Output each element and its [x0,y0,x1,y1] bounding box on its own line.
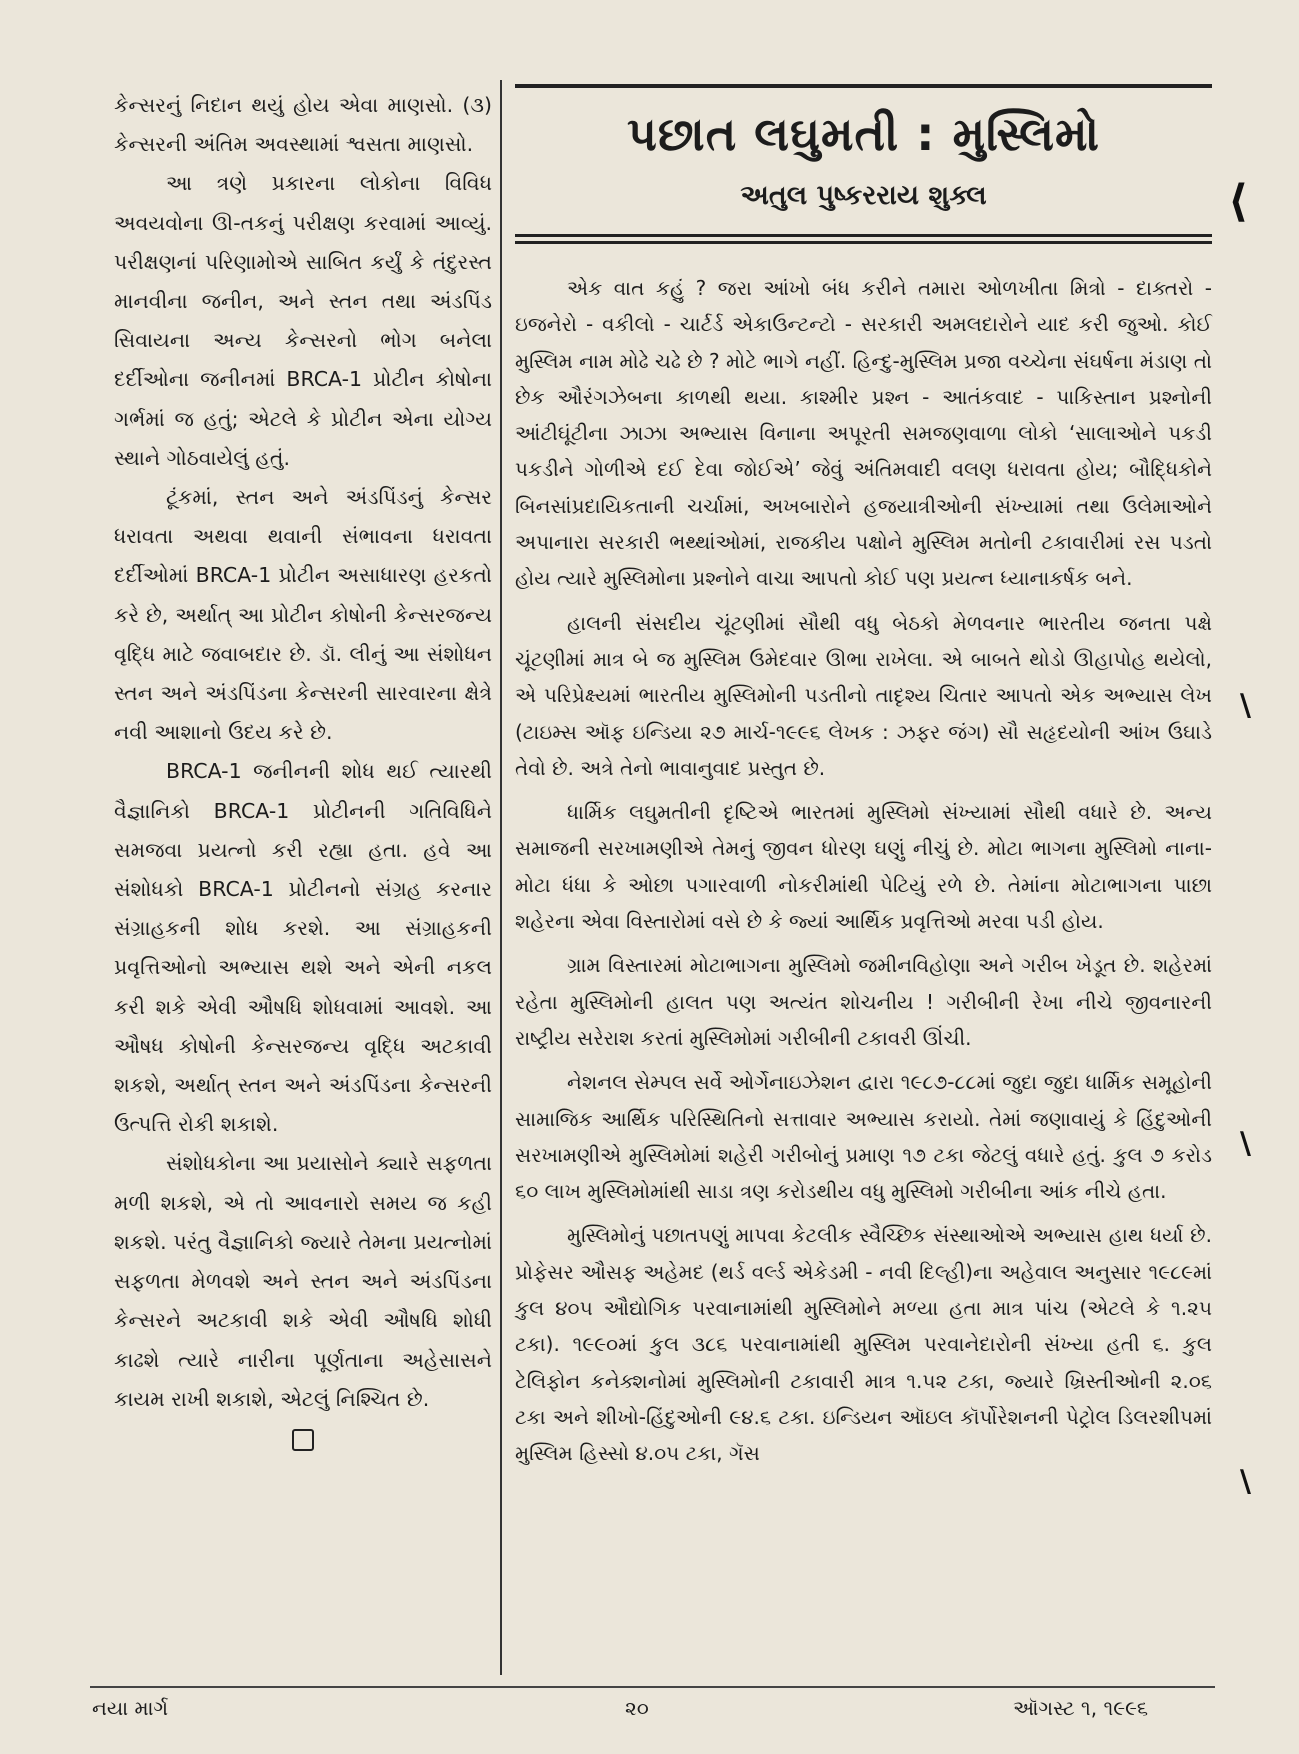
margin-pen-mark: \ [1240,1464,1251,1499]
left-paragraph-4: BRCA-1 જનીનની શોધ થઈ ત્યારથી વૈજ્ઞાનિકો BRCA-1 પ્રોટીનની ગતિવિધિને સમજવા પ્રયત્નો કરી રહ્યા હતા. હવે આ સંશોધકો BRCA-1 પ્રોટીનનો સંગ્રહ કરનાર સંગ્રાહકની શોધ કરશે. આ સંગ્રાહકની પ્રવૃત્તિઓનો અભ્યાસ થશે અને એની નકલ કરી શકે એવી ઔષધિ શોધવામાં આવશે. આ ઔષધ કોષોની કેન્સરજન્ય વૃદ્ધિ અટકાવી શકશે, અર્થાત્ સ્તન અને અંડપિંડના કેન્સરની ઉત્પત્તિ રોકી શકાશે. [114,759,492,1137]
footer-rule [90,1686,1215,1688]
title-bottom-rule [515,234,1212,244]
margin-pen-mark: ⟨ [1228,176,1249,227]
article-paragraph-2: હાલની સંસદીય ચૂંટણીમાં સૌથી વધુ બેઠકો મેળવનાર ભારતીય જનતા પક્ષે ચૂંટણીમાં માત્ર બે જ મુસ્લિમ ઉમેદવાર ઊભા રાખેલા. એ બાબતે થોડો ઊહાપોહ થયેલો, એ પરિપ્રેક્ષ્યમાં ભારતીય મુસ્લિમોની પડતીનો તાદૃશ્ય ચિતાર આપતો એક અભ્યાસ લેખ (ટાઇમ્સ ઑફ ઇન્ડિયા ૨૭ માર્ચ-૧૯૯૬ લેખક : ઝફર જંગ) સૌ સહૃદયોની આંખ ઉઘાડે તેવો છે. અત્રે તેનો ભાવાનુવાદ પ્રસ્તુત છે. [515,610,1212,780]
margin-pen-mark: \ [1240,1126,1251,1161]
end-of-article-mark [292,1429,314,1451]
footer-date: ઑગસ્ટ ૧, ૧૯૯૬ [1013,1696,1149,1720]
left-paragraph-3: ટૂંકમાં, સ્તન અને અંડપિંડનું કેન્સર ધરાવતા અથવા થવાની સંભાવના ધરાવતા દર્દીઓમાં BRCA-1 પ્રોટીન અસાધારણ હરકતો કરે છે, અર્થાત્ આ પ્રોટીન કોષોની કેન્સરજન્ય વૃદ્ધિ માટે જવાબદાર છે. ડૉ. લીનું આ સંશોધન સ્તન અને અંડપિંડના કેન્સરની સારવારના ક્ષેત્રે નવી આશાનો ઉદય કરે છે. [114,485,492,745]
title-top-rule [515,84,1212,88]
article [515,84,1212,1472]
column-divider [500,80,502,1675]
article-body [515,270,1212,1472]
left-paragraph-1: કેન્સરનું નિદાન થયું હોય એવા માણસો. (૩) કેન્સરની અંતિમ અવસ્થામાં શ્વસતા માણસો. [114,93,492,157]
left-column [114,86,492,1451]
footer-page-number: ૨૦ [625,1696,649,1720]
footer-publication: નયા માર્ગ [92,1696,169,1720]
article-title: પછાત લઘુમતી : મુસ્લિમો [627,107,1100,161]
article-paragraph-6: મુસ્લિમોનું પછાતપણું માપવા કેટલીક સ્વૈચ્છિક સંસ્થાઓએ અભ્યાસ હાથ ધર્યા છે. પ્રોફેસર ઔસફ અહેમદ (થર્ડ વર્લ્ડ એકેડમી - નવી દિલ્હી)ના અહેવાલ અનુસાર ૧૯૮૯માં કુલ ૪૦૫ ઔદ્યોગિક પરવાનામાંથી મુસ્લિમોને મળ્યા હતા માત્ર પાંચ (એટલે કે ૧.૨૫ ટકા). ૧૯૯૦માં કુલ ૩૮૬ પરવાનામાંથી મુસ્લિમ પરવાનેદારોની સંખ્યા હતી ૬. કુલ ટેલિફોન કનેક્શનોમાં મુસ્લિમોની ટકાવારી માત્ર ૧.૫૨ ટકા, જ્યારે ખ્રિસ્તીઓની ૨.૦૬ ટકા અને શીખો-હિંદુઓની ૯૪.૬ ટકા. ઇન્ડિયન ઑઇલ કૉર્પોરેશનની પેટ્રોલ ડિલરશીપમાં મુસ્લિમ હિસ્સો ૪.૦૫ ટકા, ગૅસ [515,1223,1212,1466]
article-author: અતુલ પુષ્કરરાય શુક્લ [740,180,987,211]
article-paragraph-1: એક વાત કહું ? જરા આંખો બંધ કરીને તમારા ઓળખીતા મિત્રો - દાક્તરો - ઇજનેરો - વકીલો - ચાર્ટર્ડ એકાઉન્ટન્ટો - સરકારી અમલદારોને યાદ કરી જુઓ. કોઈ મુસ્લિમ નામ મોઢે ચઢે છે ? મોટે ભાગે નહીં. હિન્દુ-મુસ્લિમ પ્રજા વચ્ચેના સંઘર્ષના મંડાણ તો છેક ઔરંગઝેબના કાળથી થયા. કાશ્મીર પ્રશ્ન - આતંકવાદ - પાકિસ્તાન પ્રશ્નોની આંટીઘૂંટીના ઝાઝા અભ્યાસ વિનાના અપૂરતી સમજણવાળા લોકો ‘સાલાઓને પકડી પકડીને ગોળીએ દઈ દેવા જોઈએ’ જેવું અંતિમવાદી વલણ ધરાવતા હોય; બૌદ્ધિકોને બિનસાંપ્રદાયિકતાની ચર્ચામાં, અખબારોને હજયાત્રીઓની સંખ્યામાં તથા ઉલેમાઓને અપાનારા સરકારી ભથ્થાંઓમાં, રાજકીય પક્ષોને મુસ્લિમ મતોની ટકાવારીમાં રસ પડતો હોય ત્યારે મુસ્લિમોના પ્રશ્નોને વાચા આપતો કોઈ પણ પ્રયત્ન ધ્યાનાકર્ષક બને. [515,276,1212,591]
left-paragraph-5: સંશોધકોના આ પ્રયાસોને ક્યારે સફળતા મળી શકશે, એ તો આવનારો સમય જ કહી શકશે. પરંતુ વૈજ્ઞાનિકો જ્યારે તેમના પ્રયત્નોમાં સફળતા મેળવશે અને સ્તન અને અંડપિંડના કેન્સરને અટકાવી શકે એવી ઔષધિ શોધી કાઢશે ત્યારે નારીના પૂર્ણતાના અહેસાસને કાયમ રાખી શકાશે, એટલું નિશ્ચિત છે. [114,1151,492,1411]
left-paragraph-2: આ ત્રણે પ્રકારના લોકોના વિવિધ અવયવોના ઊ-તકનું પરીક્ષણ કરવામાં આવ્યું. પરીક્ષણનાં પરિણામોએ સાબિત કર્યું કે તંદુરસ્ત માનવીના જનીન, અને સ્તન તથા અંડપિંડ સિવાયના અન્ય કેન્સરનો ભોગ બનેલા દર્દીઓના જનીનમાં BRCA-1 પ્રોટીન કોષોના ગર્ભમાં જ હતું; એટલે કે પ્રોટીન એના યોગ્ય સ્થાને ગોઠવાયેલું હતું. [114,171,492,470]
margin-pen-mark: \ [1240,688,1251,723]
article-paragraph-3: ધાર્મિક લઘુમતીની દૃષ્ટિએ ભારતમાં મુસ્લિમો સંખ્યામાં સૌથી વધારે છે. અન્ય સમાજની સરખામણીએ તેમનું જીવન ધોરણ ઘણું નીચું છે. મોટા ભાગના મુસ્લિમો નાના-મોટા ધંધા કે ઓછા પગારવાળી નોકરીમાંથી પેટિયું રળે છે. તેમાંના મોટાભાગના પાછા શહેરના એવા વિસ્તારોમાં વસે છે કે જ્યાં આર્થિક પ્રવૃત્તિઓ મરવા પડી હોય. [515,800,1212,934]
article-paragraph-4: ગ્રામ વિસ્તારમાં મોટાભાગના મુસ્લિમો જમીનવિહોણા અને ગરીબ ખેડૂત છે. શહેરમાં રહેતા મુસ્લિમોની હાલત પણ અત્યંત શોચનીય ! ગરીબીની રેખા નીચે જીવનારની રાષ્ટ્રીય સરેરાશ કરતાં મુસ્લિમોમાં ગરીબીની ટકાવરી ઊંચી. [515,953,1212,1050]
article-paragraph-5: નેશનલ સેમ્પલ સર્વે ઓર્ગેનાઇઝેશન દ્વારા ૧૯૮૭-૮૮માં જુદા જુદા ધાર્મિક સમૂહોની સામાજિક આર્થિક પરિસ્થિતિનો સત્તાવાર અભ્યાસ કરાયો. તેમાં જણાવાયું કે હિંદુઓની સરખામણીએ મુસ્લિમોમાં શહેરી ગરીબોનું પ્રમાણ ૧૭ ટકા જેટલું વધારે હતું. કુલ ૭ કરોડ ૬૦ લાખ મુસ્લિમોમાંથી સાડા ત્રણ કરોડથીય વધુ મુસ્લિમો ગરીબીના આંક નીચે હતા. [515,1070,1212,1204]
